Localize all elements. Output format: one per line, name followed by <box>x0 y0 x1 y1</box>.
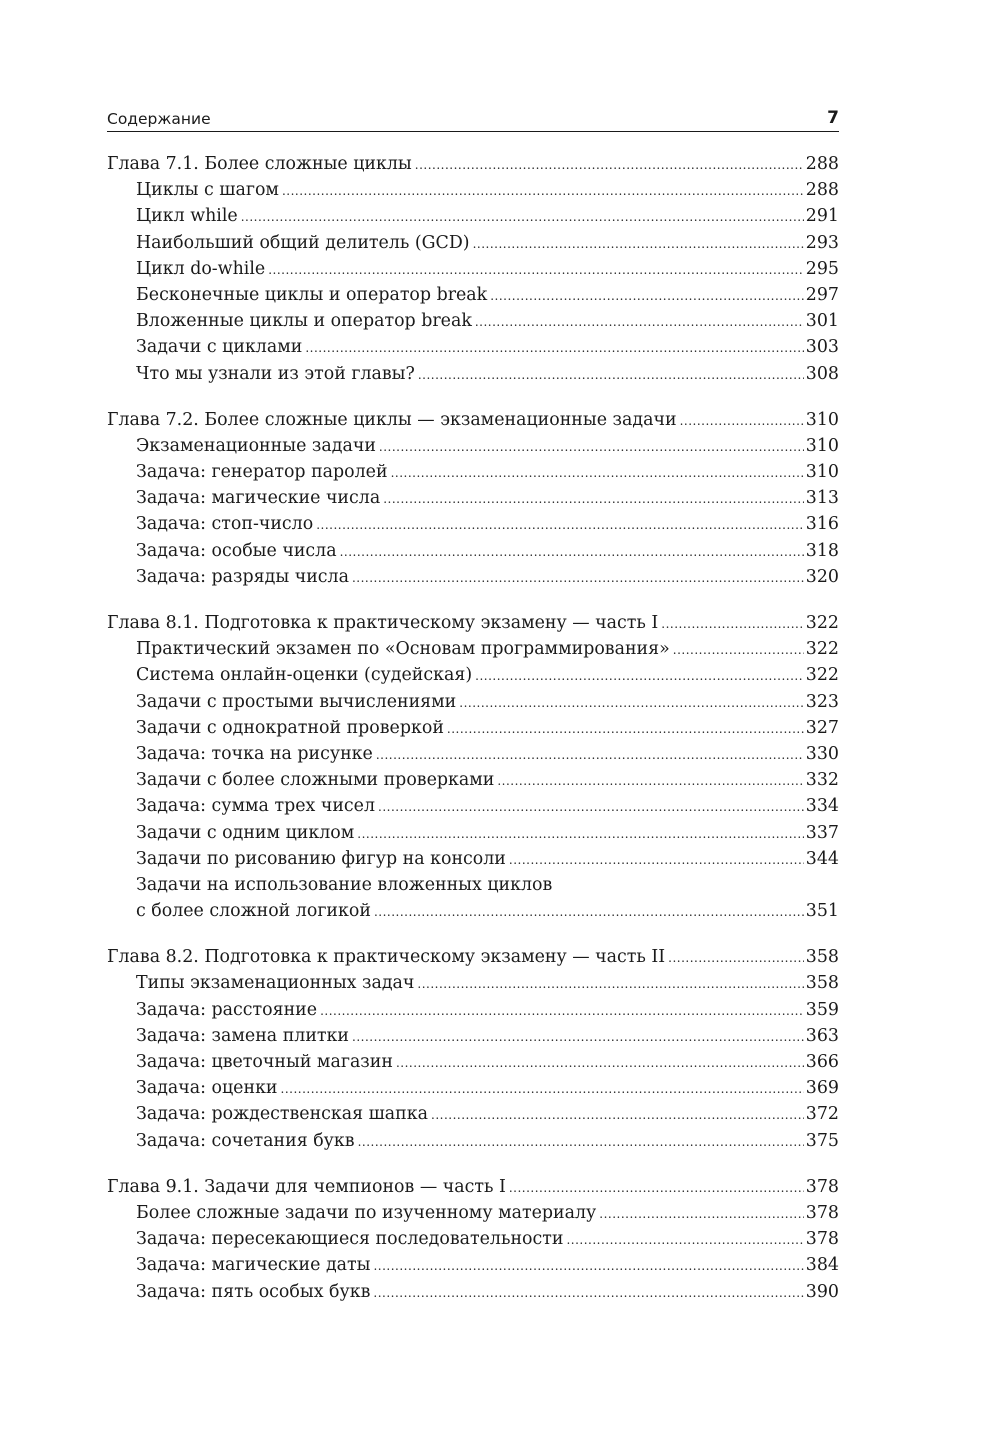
toc-page <box>107 106 839 1325</box>
toc-page-number: 297 <box>805 284 839 305</box>
toc-entry-title: Вложенные циклы и оператор break <box>136 311 472 332</box>
toc-entry-title: Задача: замена плитки <box>136 1025 350 1046</box>
dot-leader <box>475 663 804 689</box>
toc-page-number: 310 <box>805 409 839 430</box>
running-header <box>107 106 839 132</box>
toc-page-number: 323 <box>805 691 839 712</box>
toc-page-number: 320 <box>805 566 839 587</box>
toc-entry <box>107 308 839 334</box>
toc-entry <box>107 636 839 662</box>
toc-page-number: 334 <box>805 796 839 817</box>
toc-entry <box>107 230 839 256</box>
toc-entry <box>107 485 839 511</box>
toc-page-number: 372 <box>805 1104 839 1125</box>
toc-entry-title: Задача: стоп-число <box>136 514 314 535</box>
toc-entry <box>107 689 839 715</box>
dot-leader <box>490 283 804 309</box>
dot-leader <box>281 1076 804 1102</box>
dot-leader <box>668 945 804 971</box>
toc-page-number: 322 <box>805 639 839 660</box>
toc-page-number: 378 <box>805 1229 839 1250</box>
table-of-contents <box>107 151 839 1305</box>
toc-entry <box>107 256 839 282</box>
toc-page-number: 310 <box>805 435 839 456</box>
dot-leader <box>241 204 804 230</box>
toc-chapter <box>107 151 839 387</box>
dot-leader <box>373 1253 803 1279</box>
toc-entry <box>107 1128 839 1154</box>
toc-entry-title: Глава 8.1. Подготовка к практическому экзамену — часть I <box>107 613 659 633</box>
toc-entry <box>107 1049 839 1075</box>
toc-page-number: 359 <box>805 999 839 1020</box>
toc-chapter <box>107 407 839 590</box>
toc-entry <box>107 1023 839 1049</box>
toc-page-number: 375 <box>805 1130 839 1151</box>
toc-page-number: 322 <box>805 665 839 686</box>
dot-leader <box>391 460 804 486</box>
toc-page-number: 332 <box>805 770 839 791</box>
toc-chapter-entry <box>107 944 839 970</box>
toc-page-number: 366 <box>805 1052 839 1072</box>
toc-page-number: 303 <box>805 337 839 358</box>
toc-entry-title: Наибольший общий делитель (GCD) <box>136 232 470 253</box>
toc-page-number: 291 <box>805 206 839 227</box>
toc-page-number: 310 <box>805 462 839 483</box>
toc-chapter <box>107 1174 839 1305</box>
toc-entry-title: Задачи с простыми вычислениями <box>136 691 457 712</box>
dot-leader <box>475 309 804 335</box>
toc-entry-title: Задача: пересекающиеся последовательности <box>136 1229 564 1250</box>
dot-leader <box>373 1280 803 1306</box>
dot-leader <box>415 152 804 178</box>
header-title: Содержание <box>107 110 211 128</box>
toc-entry <box>107 715 839 741</box>
toc-page-number: 384 <box>805 1255 839 1276</box>
dot-leader <box>358 1129 804 1155</box>
toc-entry <box>107 820 839 846</box>
dot-leader <box>396 1050 804 1076</box>
dot-leader <box>431 1102 804 1128</box>
dot-leader <box>316 512 804 538</box>
toc-entry-title: Практический экзамен по «Основам программирования» <box>136 639 670 660</box>
toc-entry-title: Более сложные задачи по изученному материалу <box>136 1202 597 1223</box>
dot-leader <box>357 821 804 847</box>
toc-entry <box>107 846 839 872</box>
toc-entry-line <box>107 872 839 898</box>
toc-entry-title: Система онлайн-оценки (судейская) <box>136 665 473 686</box>
toc-entry-title: Задача: пять особых букв <box>136 1281 371 1302</box>
toc-entry <box>107 1101 839 1127</box>
toc-entry-title: Глава 8.2. Подготовка к практическому экзамену — часть II <box>107 947 666 968</box>
toc-entry <box>107 433 839 459</box>
dot-leader <box>509 847 804 873</box>
toc-entry-title: Задача: рождественская шапка <box>136 1104 429 1125</box>
toc-entry <box>107 970 839 996</box>
toc-entry <box>107 767 839 793</box>
toc-page-number: 378 <box>805 1202 839 1223</box>
toc-page-number: 322 <box>805 613 839 633</box>
dot-leader <box>305 335 803 361</box>
toc-page-number: 308 <box>805 363 839 384</box>
dot-leader <box>459 690 804 716</box>
toc-entry <box>107 1226 839 1252</box>
toc-entry-title: Задачи с однократной проверкой <box>136 717 444 738</box>
toc-entry <box>107 741 839 767</box>
toc-chapter-entry <box>107 407 839 433</box>
dot-leader <box>374 899 804 925</box>
toc-entry-title: Типы экзаменационных задач <box>136 973 415 994</box>
toc-page-number: 318 <box>805 540 839 561</box>
toc-page-number: 293 <box>805 232 839 253</box>
toc-entry-title: Задачи с более сложными проверками <box>136 770 495 791</box>
dot-leader <box>352 1024 804 1050</box>
toc-page-number: 288 <box>805 154 839 174</box>
toc-entry-title: Цикл do-while <box>136 258 266 279</box>
dot-leader <box>352 565 804 591</box>
toc-entry <box>107 203 839 229</box>
toc-entry-title: Задача: особые числа <box>136 540 337 561</box>
toc-entry-title: Задача: генератор паролей <box>136 462 388 483</box>
dot-leader <box>379 434 804 460</box>
toc-entry <box>107 898 839 924</box>
toc-page-number: 378 <box>805 1176 839 1197</box>
toc-page-number: 390 <box>805 1281 839 1302</box>
toc-page-number: 344 <box>805 848 839 869</box>
dot-leader <box>383 486 804 512</box>
dot-leader <box>376 742 804 768</box>
toc-entry-title: Глава 7.1. Более сложные циклы <box>107 154 412 174</box>
toc-entry-title: Задача: цветочный магазин <box>136 1052 393 1072</box>
dot-leader <box>599 1201 804 1227</box>
toc-entry-title: Задачи по рисованию фигур на консоли <box>136 848 506 869</box>
dot-leader <box>447 716 804 742</box>
toc-chapter <box>107 610 839 924</box>
toc-page-number: 363 <box>805 1025 839 1046</box>
toc-page-number: 337 <box>805 822 839 843</box>
toc-entry <box>107 511 839 537</box>
toc-entry <box>107 334 839 360</box>
toc-entry-title: Задача: магические даты <box>136 1255 371 1276</box>
dot-leader <box>320 998 804 1024</box>
toc-entry <box>107 1075 839 1101</box>
toc-chapter-entry <box>107 1174 839 1200</box>
toc-page-number: 316 <box>805 514 839 535</box>
dot-leader <box>378 794 804 820</box>
dot-leader <box>680 408 804 434</box>
toc-page-number: 288 <box>805 180 839 201</box>
dot-leader <box>673 637 804 663</box>
toc-entry-title: Глава 7.2. Более сложные циклы — экзаменационные задачи <box>107 409 677 430</box>
toc-entry <box>107 361 839 387</box>
toc-entry-title: Циклы с шагом <box>136 180 279 201</box>
toc-entry <box>107 177 839 203</box>
toc-entry-title: Экзаменационные задачи <box>136 435 376 456</box>
dot-leader <box>566 1227 803 1253</box>
toc-entry <box>107 1200 839 1226</box>
toc-entry <box>107 538 839 564</box>
toc-chapter-entry <box>107 151 839 177</box>
toc-page-number: 330 <box>805 743 839 764</box>
toc-chapter <box>107 944 839 1154</box>
toc-entry-title: Задача: сумма трех чисел <box>136 796 376 817</box>
toc-entry <box>107 997 839 1023</box>
toc-page-number: 351 <box>805 901 839 922</box>
toc-entry <box>107 793 839 819</box>
toc-page-number: 301 <box>805 311 839 332</box>
toc-page-number: 358 <box>805 947 839 968</box>
toc-entry <box>107 662 839 688</box>
dot-leader <box>268 257 804 283</box>
toc-chapter-entry <box>107 610 839 636</box>
toc-entry-title: Задача: расстояние <box>136 999 318 1020</box>
toc-entry <box>107 1252 839 1278</box>
toc-entry-title: Задача: оценки <box>136 1078 278 1099</box>
toc-entry-title: Задача: разряды числа <box>136 566 349 587</box>
dot-leader <box>509 1175 804 1201</box>
toc-entry-title: Цикл while <box>136 206 238 227</box>
dot-leader <box>418 362 804 388</box>
dot-leader <box>661 611 804 637</box>
toc-page-number: 358 <box>805 973 839 994</box>
toc-entry-title: Что мы узнали из этой главы? <box>136 363 415 384</box>
dot-leader <box>282 178 804 204</box>
toc-page-number: 313 <box>805 488 839 509</box>
toc-entry <box>107 1279 839 1305</box>
toc-page-number: 295 <box>805 258 839 279</box>
dot-leader <box>473 231 804 257</box>
header-page-number: 7 <box>827 108 839 128</box>
toc-entry-title: Глава 9.1. Задачи для чемпионов — часть I <box>107 1176 506 1197</box>
toc-entry-title: Бесконечные циклы и оператор break <box>136 284 488 305</box>
dot-leader <box>497 768 803 794</box>
toc-entry-title: Задача: магические числа <box>136 488 381 509</box>
toc-entry-title: Задачи с одним циклом <box>136 822 355 843</box>
toc-entry-title: Задачи на использование вложенных циклов <box>136 874 553 895</box>
dot-leader <box>340 539 804 565</box>
toc-entry-title: Задача: точка на рисунке <box>136 743 373 764</box>
toc-entry-title: Задача: сочетания букв <box>136 1130 355 1151</box>
toc-entry <box>107 564 839 590</box>
dot-leader <box>417 971 803 997</box>
toc-entry <box>107 282 839 308</box>
toc-page-number: 327 <box>805 717 839 738</box>
toc-entry <box>107 459 839 485</box>
toc-entry-title: с более сложной логикой <box>136 901 371 922</box>
toc-entry-title: Задачи с циклами <box>136 337 303 358</box>
toc-page-number: 369 <box>805 1078 839 1099</box>
